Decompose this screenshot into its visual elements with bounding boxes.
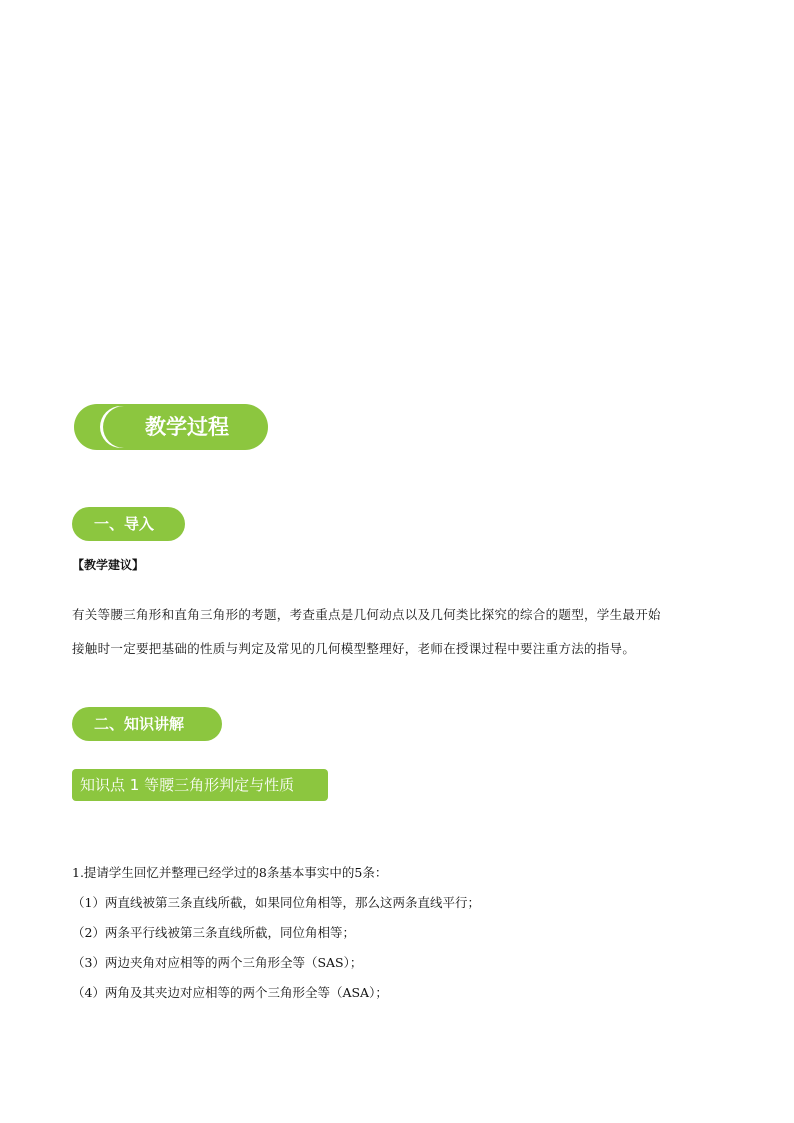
knowledge-section-pill: 二、知识讲解 [72, 707, 222, 741]
section-header-title: 教学过程 [145, 415, 229, 439]
list-item: （4）两角及其夹边对应相等的两个三角形全等（ASA）； [72, 985, 388, 1000]
teaching-advice-label: 【教学建议】 [72, 558, 145, 572]
list-item: （2）两条平行线被第三条直线所截，同位角相等； [72, 925, 355, 940]
list-item: 1.提请学生回忆并整理已经学过的8条基本事实中的5条： [72, 865, 388, 880]
paragraph-line: 有关等腰三角形和直角三角形的考题，考查重点是几何动点以及几何类比探究的综合的题型，学生最开始 [72, 607, 661, 622]
list-item: （3）两边夹角对应相等的两个三角形全等（SAS）； [72, 955, 363, 970]
knowledge-list [72, 862, 722, 1012]
intro-section-pill: 一、导入 [72, 507, 185, 541]
teaching-advice-paragraph [72, 598, 722, 666]
list-item: （1）两直线被第三条直线所截，如果同位角相等，那么这两条直线平行； [72, 895, 480, 910]
section-header [74, 404, 268, 450]
knowledge-point-title: 知识点 1 等腰三角形判定与性质 [72, 769, 328, 801]
paragraph-line: 接触时一定要把基础的性质与判定及常见的几何模型整理好，老师在授课过程中要注重方法的指导。 [72, 641, 636, 656]
